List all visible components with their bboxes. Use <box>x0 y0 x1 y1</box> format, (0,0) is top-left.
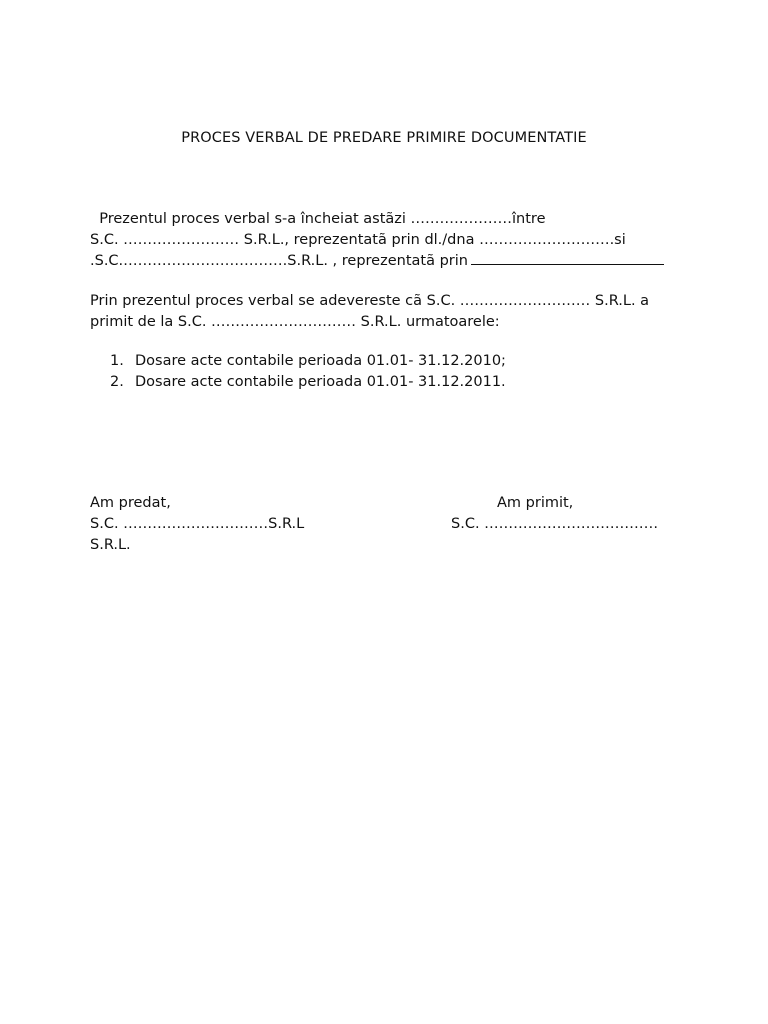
intro-line-2: S.C. …………………… S.R.L., reprezentatã prin dl./dna ……………………….si <box>90 232 626 248</box>
document-title: PROCES VERBAL DE PREDARE PRIMIRE DOCUMENTATIE <box>181 130 587 146</box>
intro-line-1: Prezentul proces verbal s-a încheiat astãzi …………………între <box>90 211 546 227</box>
list-item <box>110 351 506 372</box>
list-item <box>110 372 506 393</box>
right-signature-label: Am primit, <box>497 495 574 511</box>
list-item-number: 1. <box>110 353 124 369</box>
right-signature-company: S.C. ……………………………… <box>451 516 659 532</box>
list-item-text: Dosare acte contabile perioada 01.01- 31.12.2011. <box>135 374 506 390</box>
items-list <box>110 351 506 393</box>
right-signature-suffix: S.R.L. <box>90 537 131 553</box>
paragraph-line-2: primit de la S.C. ………………………… S.R.L. urmatoarele: <box>90 314 500 330</box>
list-item-number: 2. <box>110 374 124 390</box>
intro-line-3: .S.C.…………………………….S.R.L. , reprezentatã prin <box>90 253 468 269</box>
intro-line-3-wrapper <box>90 251 664 271</box>
left-signature-label: Am predat, <box>90 495 171 511</box>
list-item-text: Dosare acte contabile perioada 01.01- 31.12.2010; <box>135 353 506 369</box>
signature-blank-line <box>471 251 664 265</box>
left-signature-company: S.C. …………………………S.R.L <box>90 516 305 532</box>
paragraph-line-1: Prin prezentul proces verbal se adevereste cã S.C. ……………………… S.R.L. a <box>90 293 650 309</box>
